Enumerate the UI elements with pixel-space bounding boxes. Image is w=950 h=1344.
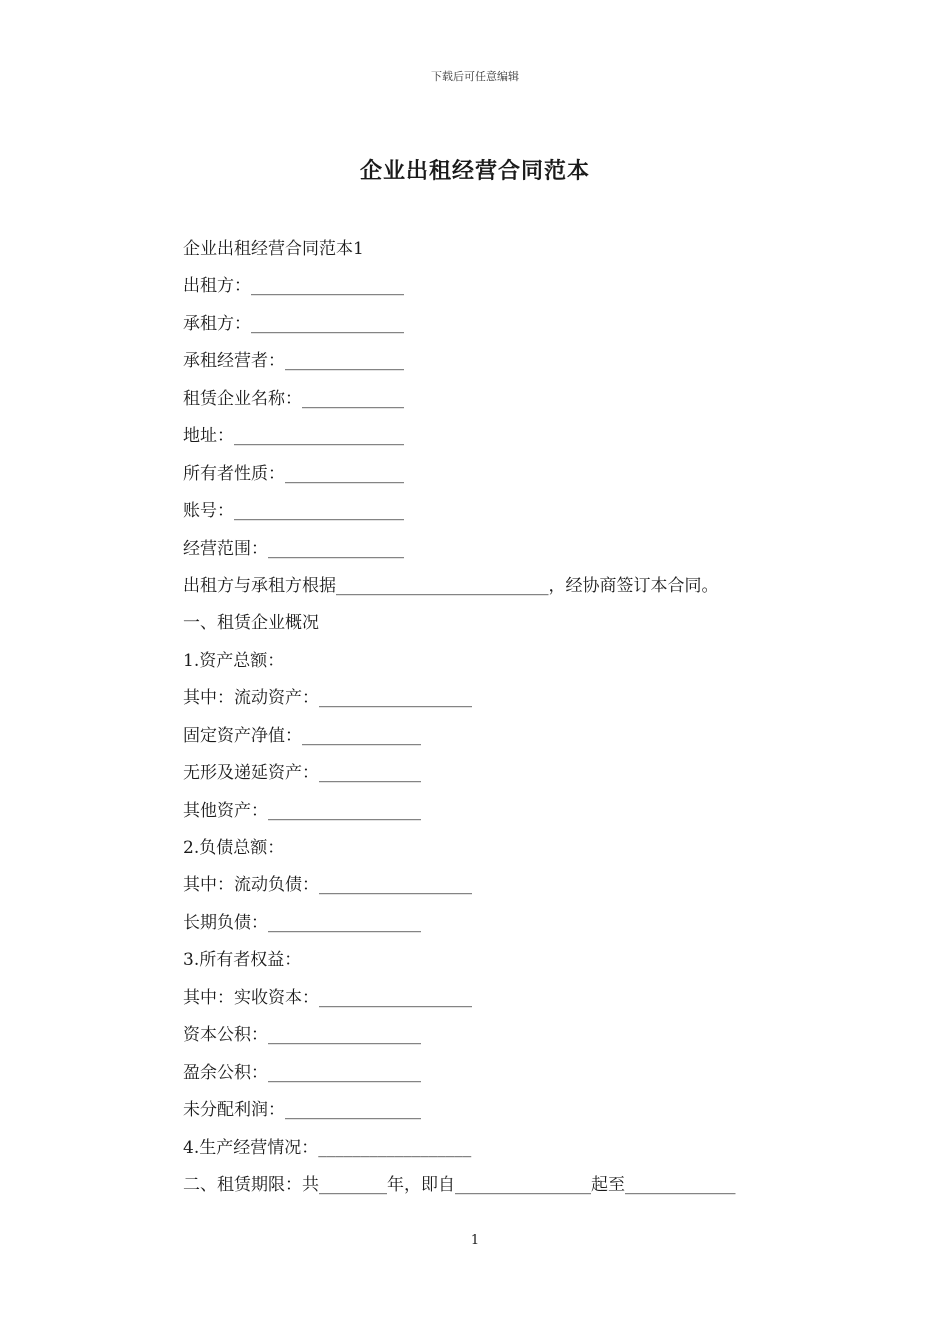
page-number: 1 — [470, 1233, 480, 1248]
field-total-assets: 1.资产总额： — [183, 650, 285, 671]
field-business-scope: 经营范围：________________ — [183, 538, 404, 559]
field-lessor: 出租方：__________________ — [183, 276, 404, 297]
field-other-assets: 其他资产：__________________ — [183, 800, 421, 821]
field-enterprise-name: 租赁企业名称：____________ — [183, 388, 404, 409]
contract-body — [183, 235, 823, 1208]
document-title: 企业出租经营合同范本 — [359, 158, 590, 184]
section-heading: 企业出租经营合同范本1 — [183, 239, 364, 259]
field-lessee-operator: 承租经营者：______________ — [183, 351, 404, 372]
field-surplus-reserve: 盈余公积：__________________ — [183, 1062, 421, 1083]
field-lessee: 承租方：__________________ — [183, 313, 404, 334]
field-account: 账号：____________________ — [183, 501, 404, 522]
field-undistributed-profit: 未分配利润：________________ — [183, 1100, 421, 1121]
header-note: 下载后可任意编辑 — [431, 70, 519, 83]
field-capital-reserve: 资本公积：__________________ — [183, 1025, 421, 1046]
agreement-basis: 出租方与承租方根据_________________________，经协商签订本合同。 — [183, 575, 719, 596]
field-fixed-assets: 固定资产净值：______________ — [183, 725, 421, 746]
section-overview: 一、租赁企业概况 — [183, 613, 319, 634]
field-intangible-assets: 无形及递延资产：____________ — [183, 763, 421, 784]
field-production-status: 4.生产经营情况：__________________ — [183, 1137, 472, 1158]
field-paid-in-capital: 其中：实收资本：__________________ — [183, 987, 472, 1008]
field-address: 地址：____________________ — [183, 426, 404, 447]
field-ownership-nature: 所有者性质：______________ — [183, 463, 404, 484]
field-long-term-liabilities: 长期负债：__________________ — [183, 912, 421, 933]
field-total-liabilities: 2.负债总额： — [183, 838, 285, 858]
field-current-liabilities: 其中：流动负债：__________________ — [183, 875, 472, 896]
field-owner-equity: 3.所有者权益： — [183, 950, 302, 971]
field-current-assets: 其中：流动资产：__________________ — [183, 688, 472, 709]
section-lease-term: 二、租赁期限：共________年，即自________________起至_____________ — [183, 1174, 736, 1195]
